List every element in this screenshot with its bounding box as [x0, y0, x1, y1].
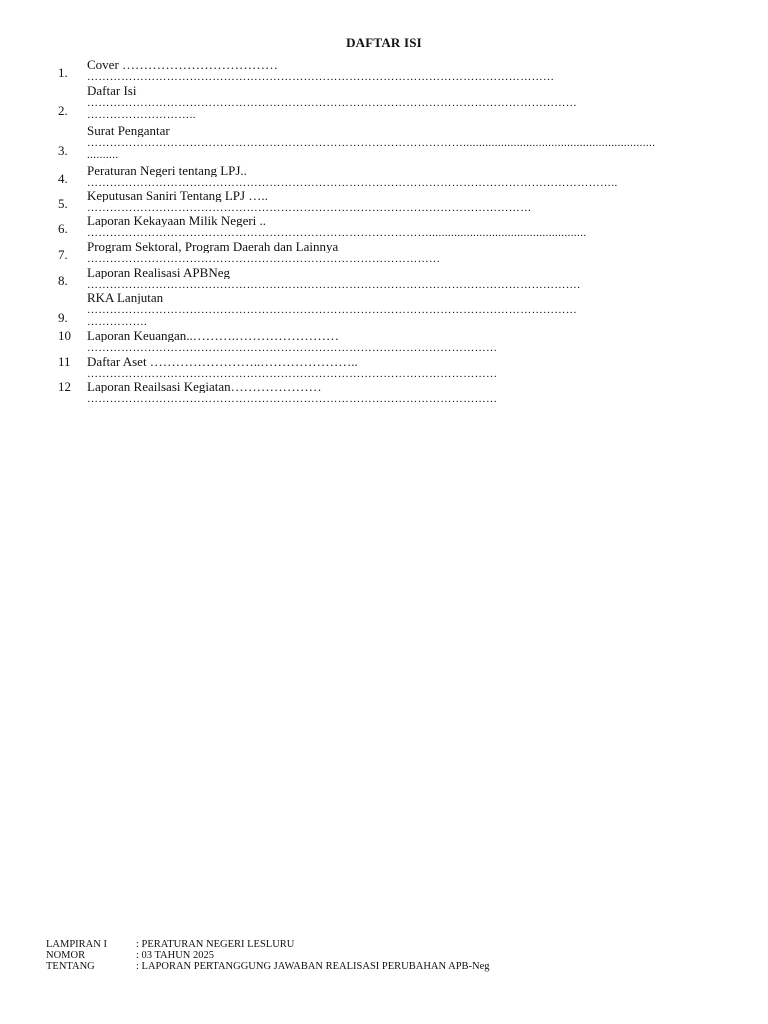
toc-leader-dots: …………………………………………………………………………………: [87, 253, 441, 265]
toc-item-body: [87, 240, 702, 265]
toc-item-number: 4.: [58, 171, 68, 186]
toc-item-body: [87, 291, 702, 328]
page-title: DAFTAR ISI: [346, 35, 422, 50]
toc-leader-dots: ………………………………………………………………………………………………: [87, 393, 498, 405]
toc-item-number: 12: [58, 379, 71, 394]
toc-item-label: Laporan Realisasi APBNeg: [87, 266, 230, 279]
toc-item-body: [87, 58, 702, 83]
footer-row-lampiran: [46, 939, 490, 950]
toc-item-body: [87, 189, 702, 214]
footer-value: : LAPORAN PERTANGGUNG JAWABAN REALISASI PERUBAHAN APB-Neg: [136, 961, 490, 972]
toc-item-label: Laporan Kekayaan Milik Negeri ..: [87, 214, 267, 227]
footer-label: NOMOR: [46, 950, 86, 961]
toc-item-label: Daftar Isi: [87, 84, 137, 97]
toc-leader-dots: …………….: [87, 316, 148, 328]
toc-item-body: [87, 266, 702, 291]
toc-item-label: Laporan Keuangan..……….……………………: [87, 329, 340, 342]
footer-row-tentang: [46, 961, 490, 972]
toc-item-number: 10: [58, 328, 71, 343]
toc-item-body: [87, 355, 702, 380]
toc-item-label: Cover ………………………………: [87, 58, 279, 71]
toc-item-label: Laporan Reailsasi Kegiatan…………………: [87, 380, 322, 393]
document-footer: [46, 939, 490, 972]
toc-leader-dots: …………………………………………………………………………………………………………………: [87, 304, 578, 316]
toc-item-body: [87, 124, 702, 161]
toc-leader-dots: …………………………………………………………………………………………………………………: [87, 97, 578, 109]
footer-value: : PERATURAN NEGERI LESLURU: [136, 939, 295, 950]
toc-leader-dots: ……………………………………………………………………………………………………………: [87, 71, 555, 83]
toc-item-number: 2.: [58, 103, 68, 118]
toc-item-number: 7.: [58, 247, 68, 262]
toc-item-label: Daftar Aset ……………………..…………………..: [87, 355, 358, 368]
toc-item-number: 11: [58, 354, 71, 369]
toc-item-body: [87, 84, 702, 121]
toc-item-label: RKA Lanjutan: [87, 291, 164, 304]
toc-leader-dots: ………………………………………………………………………………………………………………….: [87, 279, 581, 291]
toc-leader-dots: ……………………………………………………………………………………….............................................................: [87, 137, 656, 149]
toc-item-label: Surat Pengantar: [87, 124, 170, 137]
toc-leader-dots: …………………………………………………………………………………………………………………………..: [87, 177, 618, 189]
footer-row-nomor: [46, 950, 490, 961]
footer-label: LAMPIRAN I: [46, 939, 107, 950]
footer-label: TENTANG: [46, 961, 95, 972]
toc-leader-dots: ………………………………………………………………………………………………: [87, 368, 498, 380]
toc-leader-dots: ..........: [87, 149, 119, 161]
toc-item-label: Keputusan Saniri Tentang LPJ …..: [87, 189, 268, 202]
toc-item-body: [87, 214, 702, 239]
toc-leader-dots: ………………………………………………………………………………..................................................: [87, 227, 587, 239]
toc-leader-dots: ………………………………………………………………………………………………………: [87, 202, 532, 214]
toc-leader-dots: ………………………..: [87, 109, 196, 121]
toc-item-number: 9.: [58, 310, 68, 325]
toc-leader-dots: ………………………………………………………………………………………………: [87, 342, 498, 354]
toc-item-body: [87, 164, 702, 189]
toc-item-label: Peraturan Negeri tentang LPJ..: [87, 164, 247, 177]
footer-value: : 03 TAHUN 2025: [136, 950, 215, 961]
toc-item-number: 8.: [58, 273, 68, 288]
toc-item-label: Program Sektoral, Program Daerah dan Lainnya: [87, 240, 339, 253]
toc-item-body: [87, 380, 702, 405]
toc-item-number: 1.: [58, 65, 68, 80]
toc-item-number: 5.: [58, 196, 68, 211]
toc-item-number: 6.: [58, 221, 68, 236]
toc-item-body: [87, 329, 702, 354]
toc-item-number: 3.: [58, 143, 68, 158]
